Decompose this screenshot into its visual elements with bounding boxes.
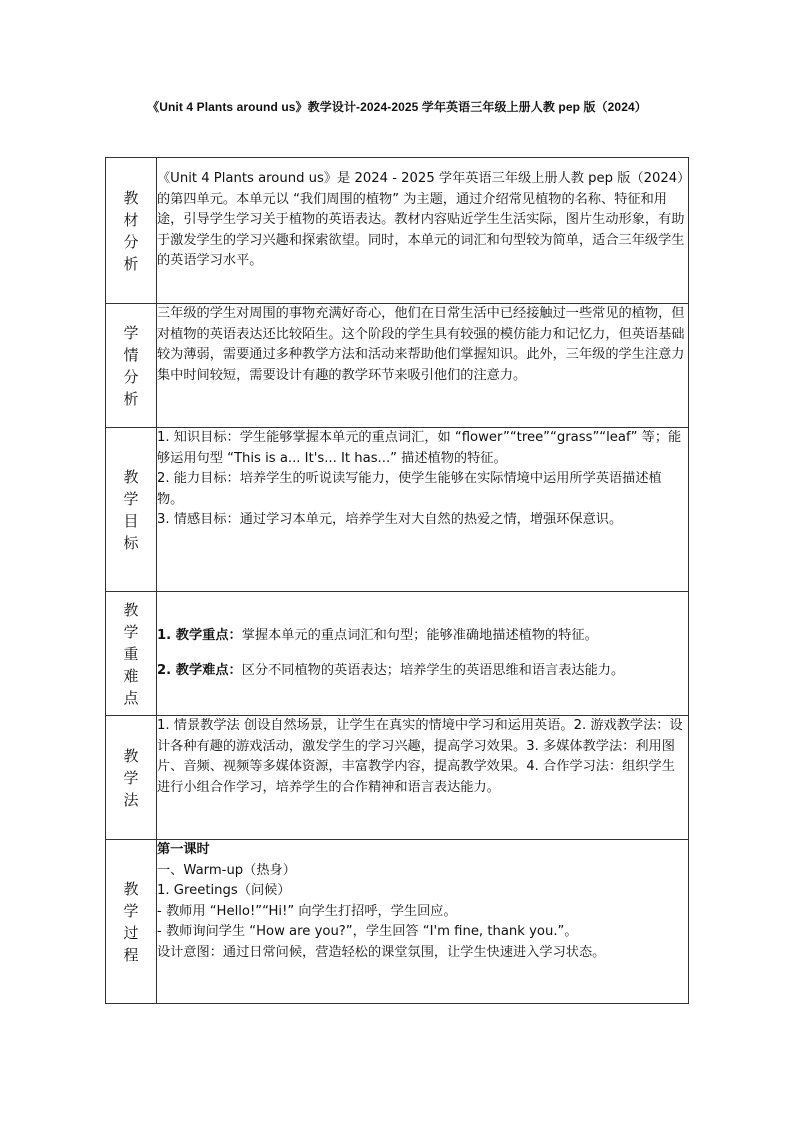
row-teaching-methods: [106, 716, 689, 840]
process-line: - 教师询问学生 “How are you?”，学生回答 “I'm fine, thank you.”。: [157, 924, 578, 940]
key-point: [157, 626, 688, 647]
row-label-textbook-analysis: 教 材 分 析: [106, 158, 157, 304]
process-line: 设计意图：通过日常问候，营造轻松的课堂氛围，让学生快速进入学习状态。: [157, 944, 606, 960]
document-title: 《Unit 4 Plants around us》教学设计-2024-2025 学年英语三年级上册人教 pep 版（2024）: [147, 100, 647, 114]
textbook-analysis-content: [157, 158, 689, 304]
objective-knowledge: 1. 知识目标：学生能够掌握本单元的重点词汇，如 “flower”“tree”“grass”“leaf” 等；能够运用句型 “This is a... It's... It has...” 描述植物的特征。: [157, 430, 682, 466]
process-line: 1. Greetings（问候）: [157, 883, 291, 899]
row-label-student-analysis: 学 情 分 析: [106, 304, 157, 428]
row-teaching-process: [106, 840, 689, 1004]
teaching-process-content: [157, 840, 689, 1004]
lesson-title: 第一课时: [157, 842, 210, 857]
row-textbook-analysis: [106, 158, 689, 304]
difficult-point: [157, 661, 688, 682]
process-line: - 教师用 “Hello!”“Hi!” 向学生打招呼，学生回应。: [157, 903, 457, 919]
difficult-point-label: 2. 教学难点：: [157, 662, 242, 678]
paragraph: 三年级的学生对周围的事物充满好奇心，他们在日常生活中已经接触过一些常见的植物，但对植物的英语表达还比较陌生。这个阶段的学生具有较强的模仿能力和记忆力，但英语基础较为薄弱，需要通过多种教学方法和活动来帮助他们掌握知识。此外，三年级的学生注意力集中时间较短，需要设计有趣的教学环节来吸引他们的注意力。: [157, 306, 685, 383]
student-analysis-content: [157, 304, 689, 428]
process-line: 一、Warm-up（热身）: [157, 862, 296, 878]
key-difficult-points-content: [157, 592, 689, 716]
teaching-methods-content: [157, 716, 689, 840]
row-key-difficult-points: [106, 592, 689, 716]
row-teaching-objectives: [106, 428, 689, 592]
objective-emotion: 3. 情感目标：通过学习本单元，培养学生对大自然的热爱之情，增强环保意识。: [157, 512, 623, 528]
key-point-label: 1. 教学重点：: [157, 627, 242, 643]
difficult-point-text: 区分不同植物的英语表达；培养学生的英语思维和语言表达能力。: [241, 662, 625, 678]
paragraph: 《Unit 4 Plants around us》是 2024 - 2025 学年英语三年级上册人教 pep 版（2024）的第四单元。本单元以 “我们周围的植物” 为主题，通过介绍常见植物的名称、特征和用途，引导学生学习关于植物的英语表达。教材内容贴近学生生活实际，图片生动形象，有助于激发学生的学习兴趣和探索欲望。同时，本单元的词汇和句型较为简单，适合三年级学生的英语学习水平。: [157, 171, 685, 269]
row-label-key-difficult-points: 教 学 重 难 点: [106, 592, 157, 716]
row-label-teaching-process: 教 学 过 程: [106, 840, 157, 1004]
lesson-plan-table: [105, 157, 689, 1004]
key-point-text: 掌握本单元的重点词汇和句型；能够准确地描述植物的特征。: [241, 627, 598, 643]
teaching-objectives-content: [157, 428, 689, 592]
row-label-teaching-objectives: 教 学 目 标: [106, 428, 157, 592]
row-student-analysis: [106, 304, 689, 428]
paragraph: 1. 情景教学法 创设自然场景，让学生在真实的情境中学习和运用英语。2. 游戏教学法：设计各种有趣的游戏活动，激发学生的学习兴趣，提高学习效果。3. 多媒体教学法：利用图片、音频、视频等多媒体资源，丰富教学内容，提高教学效果。4. 合作学习法：组织学生进行小组合作学习，培养学生的合作精神和语言表达能力。: [157, 718, 683, 795]
row-label-teaching-methods: 教 学 法: [106, 716, 157, 840]
objective-ability: 2. 能力目标：培养学生的听说读写能力，使学生能够在实际情境中运用所学英语描述植物。: [157, 471, 662, 507]
